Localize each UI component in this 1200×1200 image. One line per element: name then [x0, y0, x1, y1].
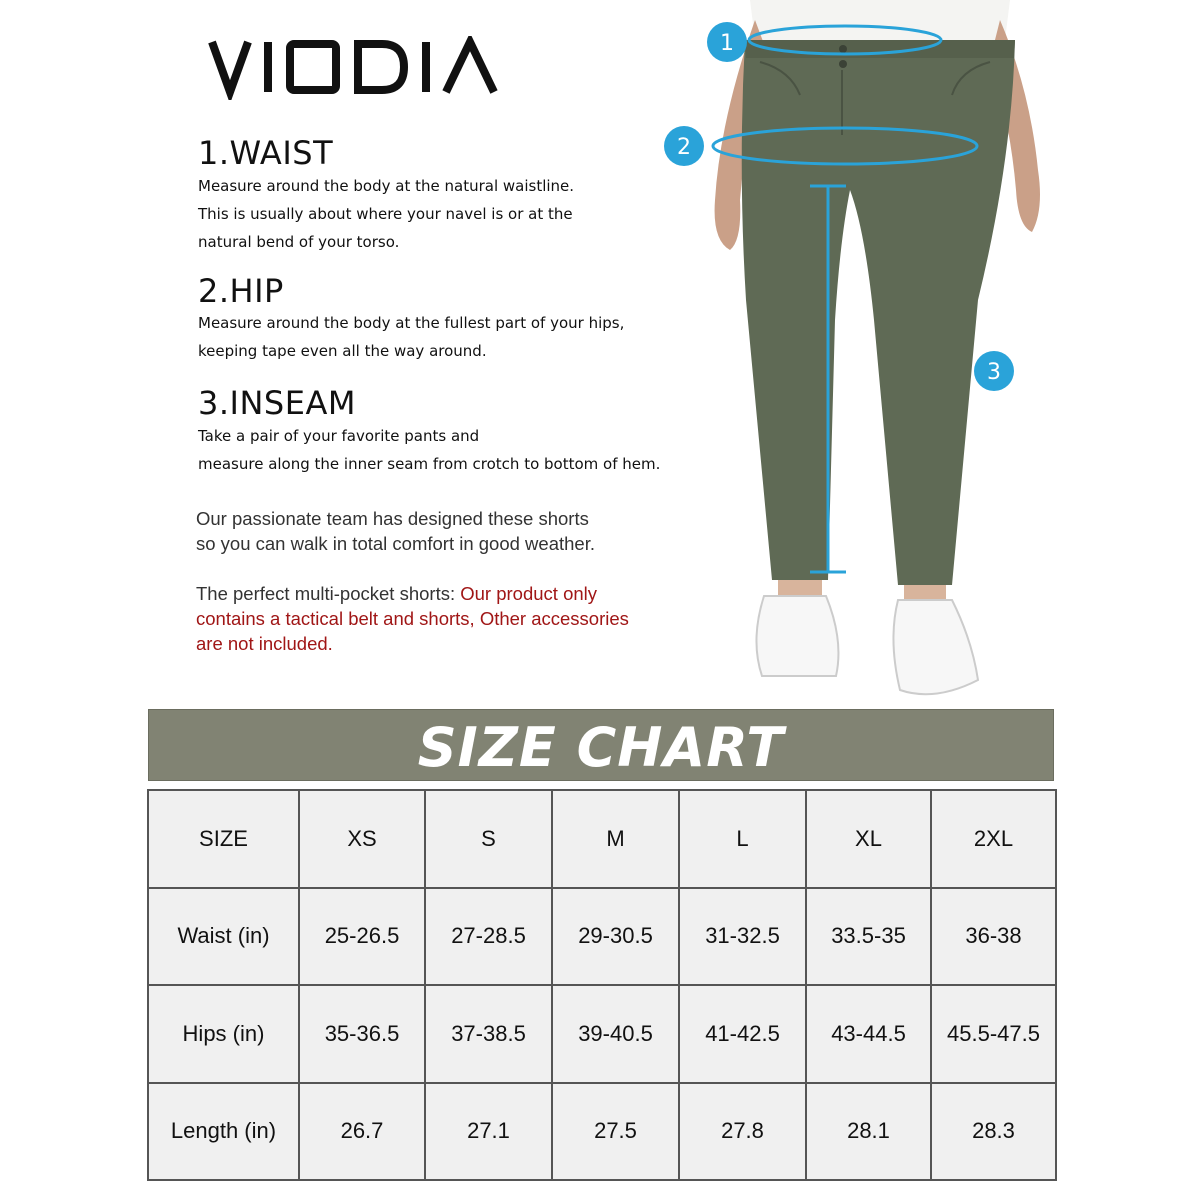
product-illustration: [660, 0, 1200, 700]
brand-logo: [208, 36, 498, 100]
table-cell: L: [679, 790, 806, 888]
promo-paragraph-2: [196, 581, 629, 656]
table-cell: 31-32.5: [679, 888, 806, 986]
marker-3-icon: [974, 351, 1014, 391]
table-cell: Waist (in): [148, 888, 299, 986]
table-cell: 2XL: [931, 790, 1056, 888]
waist-description: [198, 172, 698, 256]
table-cell: Hips (in): [148, 985, 299, 1083]
table-cell: M: [552, 790, 679, 888]
table-cell: 27-28.5: [425, 888, 552, 986]
inseam-description: [198, 422, 698, 478]
marker-1-icon: [707, 22, 747, 62]
table-cell: 26.7: [299, 1083, 425, 1181]
table-cell: XS: [299, 790, 425, 888]
promo-line-3-notice: Our product only: [460, 583, 598, 604]
table-cell: XL: [806, 790, 931, 888]
table-cell: 27.5: [552, 1083, 679, 1181]
promo-paragraph-1: [196, 506, 595, 556]
marker-2-icon: [664, 126, 704, 166]
table-row: [148, 1083, 1056, 1181]
right-shoe: [893, 600, 978, 694]
table-cell: 45.5-47.5: [931, 985, 1056, 1083]
table-cell: 29-30.5: [552, 888, 679, 986]
table-cell: 35-36.5: [299, 985, 425, 1083]
table-cell: SIZE: [148, 790, 299, 888]
table-cell: 25-26.5: [299, 888, 425, 986]
table-header-row: [148, 790, 1056, 888]
left-shoe: [756, 596, 838, 676]
hip-line-2: keeping tape even all the way around.: [198, 342, 487, 360]
hip-description: [198, 309, 698, 365]
table-cell: 41-42.5: [679, 985, 806, 1083]
table-cell: 36-38: [931, 888, 1056, 986]
hip-line-1: Measure around the body at the fullest part of your hips,: [198, 314, 625, 332]
promo-line-4-notice: contains a tactical belt and shorts, Other accessories: [196, 608, 629, 629]
table-cell: 37-38.5: [425, 985, 552, 1083]
size-chart-title: SIZE CHART: [417, 716, 785, 779]
table-cell: 39-40.5: [552, 985, 679, 1083]
promo-line-2: so you can walk in total comfort in good weather.: [196, 533, 595, 554]
size-chart-table: [147, 789, 1057, 1181]
pants: [742, 40, 1015, 585]
waist-heading: 1.WAIST: [198, 134, 334, 172]
inseam-line-1: Take a pair of your favorite pants and: [198, 427, 480, 445]
table-cell: 27.8: [679, 1083, 806, 1181]
inseam-line-2: measure along the inner seam from crotch to bottom of hem.: [198, 455, 661, 473]
table-cell: S: [425, 790, 552, 888]
table-cell: 28.1: [806, 1083, 931, 1181]
waist-line-1: Measure around the body at the natural waistline.: [198, 177, 575, 195]
table-cell: 43-44.5: [806, 985, 931, 1083]
table-cell: 28.3: [931, 1083, 1056, 1181]
table-cell: 27.1: [425, 1083, 552, 1181]
promo-line-5-notice: are not included.: [196, 633, 333, 654]
table-cell: Length (in): [148, 1083, 299, 1181]
promo-line-1: Our passionate team has designed these shorts: [196, 508, 589, 529]
svg-text:3: 3: [987, 360, 1001, 385]
table-row: [148, 985, 1056, 1083]
shirt: [750, 0, 1010, 40]
table-row: [148, 888, 1056, 986]
promo-line-3-plain: The perfect multi-pocket shorts:: [196, 583, 461, 604]
waist-line-3: natural bend of your torso.: [198, 233, 400, 251]
hip-heading: 2.HIP: [198, 272, 284, 310]
waist-line-2: This is usually about where your navel is or at the: [198, 205, 573, 223]
svg-text:1: 1: [720, 31, 734, 56]
svg-text:2: 2: [677, 135, 691, 160]
inseam-heading: 3.INSEAM: [198, 384, 356, 422]
table-cell: 33.5-35: [806, 888, 931, 986]
size-chart-banner: [148, 709, 1054, 781]
